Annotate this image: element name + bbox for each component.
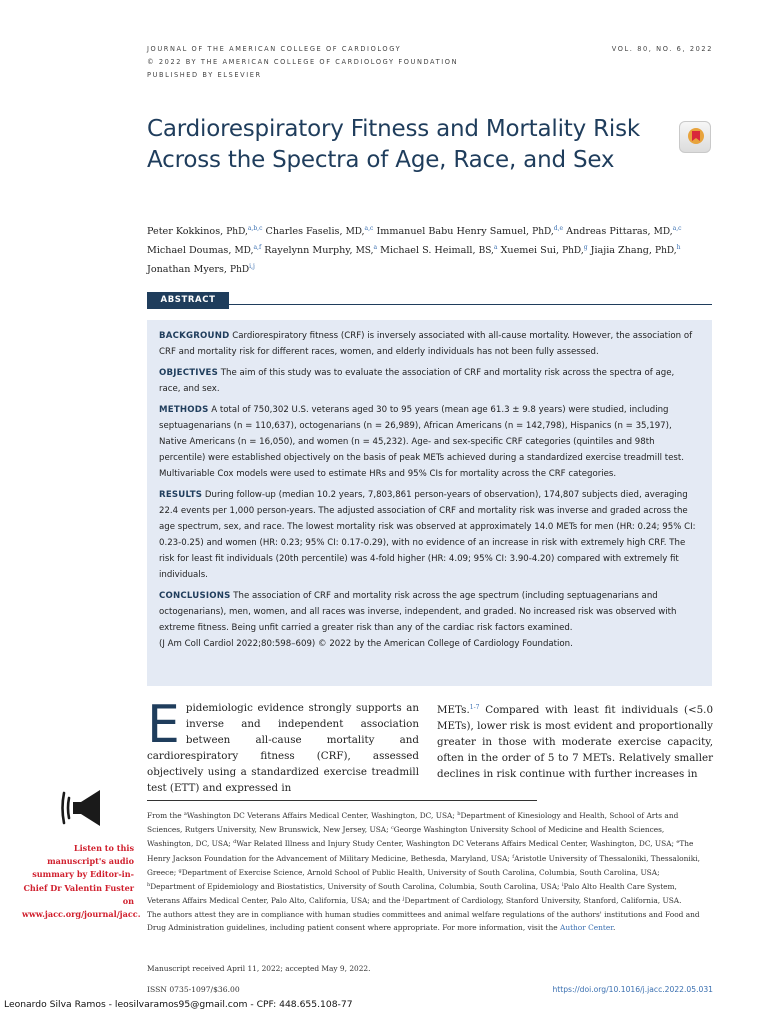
audio-summary-note[interactable]: Listen to this manuscript's audio summary by Editor-in-Chief Dr Valentin Fuster on www.jacc.org/journal/jacc. xyxy=(22,843,141,920)
affiliations-footnote xyxy=(147,808,707,934)
author-center-link[interactable]: Author Center xyxy=(559,922,613,932)
crossmark-icon[interactable] xyxy=(679,121,711,153)
affiliations-text: From the $^a$Washington DC Veterans Affairs Medical Center, Washington, DC, USA; $^b$Department of Kinesiology and Health, School of Arts and Sciences, Rutgers University, New Brunswick, New Jersey, USA; $^c$George Washington University School of Medicine and Health Sciences, Washington, DC, USA; $^d$War Related Illness and Injury Study Center, Washington DC Veterans Affairs Medical Center, Washington, DC, USA; $^e$The Henry Jackson Foundation for the Advancement of Military Medicine, Bethesda, Maryland, USA; $^f$Aristotle University of Thessaloniki, Thessaloniki, Greece; $^g$Department of Exercise Science, Arnold School of Public Health, University of South Carolina, Columbia, South Carolina, USA; $^h$Department of Epidemiology and Biostatistics, University of South Carolina, Columbia, South Carolina, USA; $^i$Palo Alto Health Care System, Veterans Affairs Medical Center, Palo Alto, California, USA; and the $^j$Department of Cardiology, Stanford University, Stanford, California, USA. xyxy=(147,811,700,906)
author-name: Immanuel Babu Henry Samuel, PhD,$^{d,e}$ xyxy=(376,225,564,237)
author-name: Charles Faselis, MD,$^{a,c}$ xyxy=(265,225,374,237)
author-name: Xuemei Sui, PhD,$^g$ xyxy=(500,244,588,256)
body-text-1: pidemiologic evidence strongly supports an inverse and independent association between all-cause mortality and cardiorespiratory fitness (CRF), assessed objectively using a standardized exercise treadmill test (ETT) and expressed in xyxy=(147,702,419,794)
drop-cap: E xyxy=(147,695,180,755)
body-column-2: METs.$^{1-7}$ Compared with least fit individuals (<5.0 METs), lower risk is most evident and proportionally greater in those with moderate exercise capacity, often in the order of 5 to 7 METs. Relatively smaller declines in risk continue with further increases in xyxy=(437,704,713,780)
volume-info: VOL. 80, NO. 6, 2022 xyxy=(611,45,713,53)
issn: ISSN 0735-1097/$36.00 xyxy=(147,985,240,994)
abstract-results: RESULTS During follow-up (median 10.2 years, 7,803,861 person-years of observation), 174,807 subjects died, averaging 22.4 events per 1,000 person-years. The adjusted association of CRF and mortality risk was inverse and graded across the age spectrum, sex, and race. The lowest mortality risk was observed at approximately 14.0 METs for men (HR: 0.24; 95% CI: 0.23-0.25) and women (HR: 0.23; 95% CI: 0.17-0.29), with no evidence of an increase in risk with extremely high CRF. The risk for least fit individuals (20th percentile) was 4-fold higher (HR: 4.09; 95% CI: 3.90-4.20) compared with extremely fit individuals. xyxy=(159,490,696,580)
body-column-1 xyxy=(147,695,419,796)
article-title: Cardiorespiratory Fitness and Mortality Risk Across the Spectra of Age, Race, and Sex xyxy=(147,116,640,173)
ethics-statement: The authors attest they are in compliance with human studies committees and animal welfare regulations of the authors' institutions and Food and Drug Administration guidelines, including patient consent where appropriate. For more information, visit the Author Center. xyxy=(147,910,700,932)
abstract-box xyxy=(147,320,712,686)
author-name: Andreas Pittaras, MD,$^{a,c}$ xyxy=(566,225,682,237)
author-name: Rayelynn Murphy, MS,$^a$ xyxy=(264,244,378,256)
author-name: Michael S. Heimall, BS,$^a$ xyxy=(380,244,498,256)
abstract-tab: ABSTRACT xyxy=(147,292,229,309)
speaker-icon[interactable] xyxy=(60,785,106,831)
abstract-citation: (J Am Coll Cardiol 2022;80:598–609) © 2022 by the American College of Cardiology Foundation. xyxy=(159,639,573,649)
author-name: Michael Doumas, MD,$^{a,f}$ xyxy=(147,244,262,256)
abstract-objectives: OBJECTIVES The aim of this study was to evaluate the association of CRF and mortality risk across the spectra of age, race, and sex. xyxy=(159,368,675,394)
author-name: Jonathan Myers, PhD$^{i,j}$ xyxy=(147,263,255,275)
author-list xyxy=(147,221,709,278)
author-name: Peter Kokkinos, PhD,$^{a,b,c}$ xyxy=(147,225,263,237)
abstract-conclusions: CONCLUSIONS The association of CRF and mortality risk across the age spectrum (including septuagenarians and octogenarians), men, women, and all races was inverse, independent, and graded. No increased risk was observed with extreme fitness. Being unfit carried a greater risk than any of the cardiac risk factors examined. xyxy=(159,591,677,633)
author-name: Jiajia Zhang, PhD,$^h$ xyxy=(590,244,681,256)
journal-name: JOURNAL OF THE AMERICAN COLLEGE OF CARDIOLOGY xyxy=(147,45,402,53)
footnote-divider xyxy=(147,800,537,801)
publisher-line: PUBLISHED BY ELSEVIER xyxy=(147,71,262,79)
abstract-divider xyxy=(147,304,712,305)
reference-link[interactable]: 1-7 xyxy=(469,704,480,711)
abstract-methods: METHODS A total of 750,302 U.S. veterans aged 30 to 95 years (mean age 61.3 ± 9.8 years) were studied, including septuagenarians (n = 110,637), octogenarians (n = 26,989), African Americans (n = 142,798), Hispanics (n = 35,197), Native Americans (n = 16,050), and women (n = 45,232). Age- and sex-specific CRF categories (quintiles and 98th percentile) were established objectively on the basis of peak METs achieved during a standardized exercise treadmill test. Multivariable Cox models were used to estimate HRs and 95% CIs for mortality across the CRF categories. xyxy=(159,405,684,479)
received-date: Manuscript received April 11, 2022; accepted May 9, 2022. xyxy=(147,964,371,973)
copyright-line: © 2022 BY THE AMERICAN COLLEGE OF CARDIOLOGY FOUNDATION xyxy=(147,58,459,66)
doi-link[interactable]: https://doi.org/10.1016/j.jacc.2022.05.031 xyxy=(552,985,713,994)
abstract-background: BACKGROUND Cardiorespiratory fitness (CRF) is inversely associated with all-cause mortality. However, the association of CRF and mortality risk for different races, women, and elderly individuals has not been fully assessed. xyxy=(159,331,693,357)
watermark: Leonardo Silva Ramos - leosilvaramos95@gmail.com - CPF: 448.655.108-77 xyxy=(4,999,353,1010)
